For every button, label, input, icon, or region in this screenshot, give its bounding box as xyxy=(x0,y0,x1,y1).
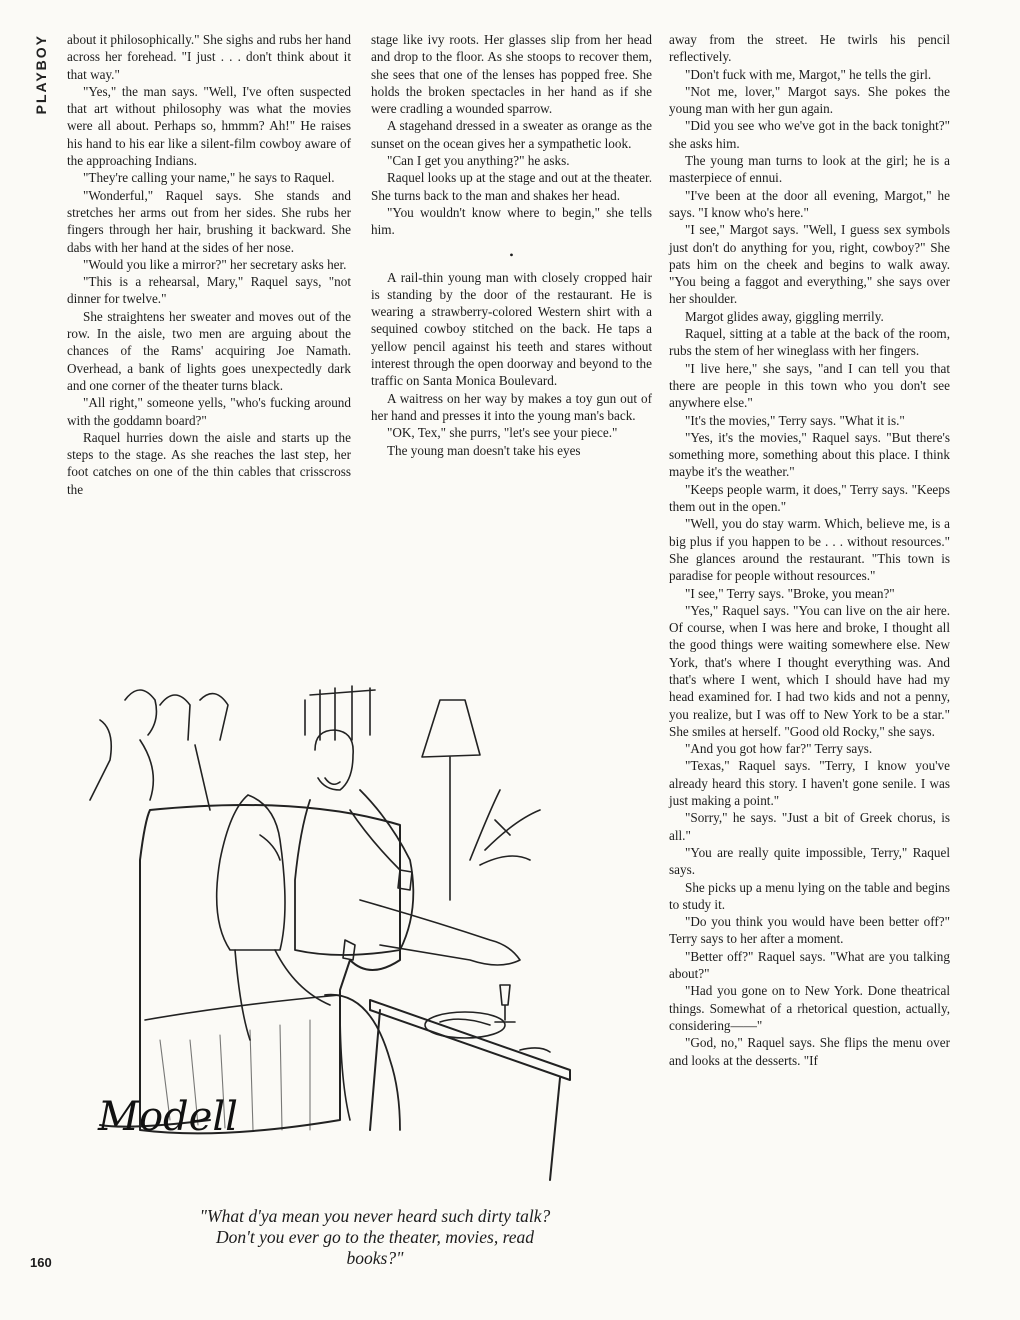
paragraph: "You are really quite impossible, Terry," Raquel says. xyxy=(669,844,950,878)
paragraph: "Had you gone on to New York. Done theatrical things. Somewhat of a rhetorical question, actually, considering——" xyxy=(669,983,950,1033)
page-number: 160 xyxy=(30,1255,52,1270)
paragraph: "Do you think you would have been better off?" Terry says to her after a moment. xyxy=(669,914,950,947)
paragraph: "Not me, lover," Margot says. She pokes the young man with her gun again. xyxy=(669,83,950,117)
playboy-masthead: PLAYBOY xyxy=(33,34,49,115)
text-column-middle xyxy=(371,31,652,459)
paragraph: "God, no," Raquel says. She flips the menu over and looks at the desserts. "If xyxy=(669,1035,950,1068)
text-column-left xyxy=(67,31,351,498)
paragraph: "Yes," Raquel says. "You can live on the air here. Of course, when I was here and broke, I thought all the good things were waiting somewhere else. New York, that's where I thought everything was. And that's where I went, which I should have had my head examined for. I had two kids and not a penny, you realize, but I was off to New York to be a star." She smiles at herself. "Good old Rocky," she says. xyxy=(669,602,950,739)
paragraph: "I've been at the door all evening, Margot," he says. "I know who's here." xyxy=(669,187,950,220)
paragraph: "I live here," she says, "and I can tell you that there are people in this town who you don't see anywhere else." xyxy=(669,360,950,411)
paragraph: Raquel, sitting at a table at the back of the room, rubs the stem of her wineglass with her fingers. xyxy=(669,326,950,359)
paragraph: away from the street. He twirls his pencil reflectively. xyxy=(669,32,950,65)
cartoon-illustration xyxy=(70,660,645,1200)
paragraph: She straightens her sweater and moves out of the row. In the aisle, two men are arguing about the chances of the Rams' acquiring Joe Namath. Overhead, a bank of lights goes unexpectedly dark and one corner of the theater turns black. xyxy=(67,308,351,393)
paragraph: "All right," someone yells, "who's fucking around with the goddamn board?" xyxy=(67,395,351,428)
paragraph: A rail-thin young man with closely cropped hair is standing by the door of the restaurant. He is wearing a strawberry-colored Western shirt with a sequined cowboy stitched on the back. He taps a yellow pencil against his teeth and stares without interest through the open doorway and beyond to the traffic on Santa Monica Boulevard. xyxy=(371,269,652,389)
paragraph: "They're calling your name," he says to Raquel. xyxy=(83,170,335,186)
paragraph: "Would you like a mirror?" her secretary asks her. xyxy=(83,256,347,272)
paragraph: "And you got how far?" Terry says. xyxy=(685,741,873,757)
paragraph: Raquel looks up at the stage and out at the theater. She turns back to the man and shakes her head. xyxy=(371,170,652,203)
paragraph: "Yes," the man says. "Well, I've often suspected that art without philosophy was what the movies were all about. Perhaps so, hmmm? Ah!" He raises his hand to his ear like a silent-film cowboy aware of the approaching Indians. xyxy=(67,83,351,169)
paragraph: "It's the movies," Terry says. "What it is." xyxy=(685,412,905,428)
paragraph: "You wouldn't know where to begin," she tells him. xyxy=(371,204,652,238)
paragraph: Raquel hurries down the aisle and starts up the steps to the stage. As she reaches the last step, her foot catches on one of the thin cables that crisscross the xyxy=(67,429,351,497)
paragraph: stage like ivy roots. Her glasses slip from her head and drop to the floor. As she stoops to recover them, she sees that one of the lenses has popped free. She holds the broken spectacles in her hand as if she were cradling a wounded sparrow. xyxy=(371,32,652,117)
paragraph: "This is a rehearsal, Mary," Raquel says, "not dinner for twelve." xyxy=(67,274,351,307)
paragraph: A stagehand dressed in a sweater as orange as the sunset on the ocean gives her a sympathetic look. xyxy=(371,118,652,151)
paragraph: She picks up a menu lying on the table and begins to study it. xyxy=(669,879,950,912)
paragraph: "Did you see who we've got in the back tonight?" she asks him. xyxy=(669,118,950,151)
paragraph: "I see," Terry says. "Broke, you mean?" xyxy=(685,585,895,601)
paragraph: "OK, Tex," she purrs, "let's see your piece." xyxy=(387,425,618,441)
paragraph: "I see," Margot says. "Well, I guess sex symbols just don't do anything for you, right, cowboy?" She pats him on the cheek and begins to walk away. "You being a faggot and everything," she says over her shoulder. xyxy=(669,222,950,307)
paragraph: "Better off?" Raquel says. "What are you talking about?" xyxy=(669,948,950,982)
paragraph: "Texas," Raquel says. "Terry, I know you've already heard this story. I haven't gone senile. I was just making a point." xyxy=(669,758,950,809)
text-column-right xyxy=(669,31,950,1069)
paragraph: The young man doesn't take his eyes xyxy=(387,442,581,458)
paragraph: A waitress on her way by makes a toy gun out of her hand and presses it into the young man's back. xyxy=(371,390,652,423)
section-break-bullet: • xyxy=(509,247,514,262)
paragraph: The young man turns to look at the girl; he is a masterpiece of ennui. xyxy=(669,153,950,186)
paragraph: "Well, you do stay warm. Which, believe me, is a big plus if you happen to be . . . without resources." She glances around the restaurant. "This town is paradise for people without resources." xyxy=(669,516,950,584)
cartoon-caption: "What d'ya mean you never heard such dirty talk? Don't you ever go to the theater, movies, read books?" xyxy=(199,1206,551,1268)
artist-signature: Modell xyxy=(98,1094,238,1140)
paragraph: about it philosophically." She sighs and rubs her hand across her forehead. "I just . . . don't think about it that way." xyxy=(67,32,351,82)
paragraph: "Keeps people warm, it does," Terry says. "Keeps them out in the open." xyxy=(669,481,950,515)
paragraph: "Can I get you anything?" he asks. xyxy=(387,153,570,169)
paragraph: "Yes, it's the movies," Raquel says. "But there's something more, something about this place. I think maybe it's the weather." xyxy=(669,429,950,480)
paragraph: Margot glides away, giggling merrily. xyxy=(685,308,884,324)
paragraph: "Don't fuck with me, Margot," he tells the girl. xyxy=(685,66,932,82)
paragraph: "Wonderful," Raquel says. She stands and stretches her arms out from her sides. She rubs her fingers through her hair, brushing it backward. She dabs with her hand at the sides of her nose. xyxy=(67,187,351,255)
paragraph: "Sorry," he says. "Just a bit of Greek chorus, is all." xyxy=(669,810,950,843)
